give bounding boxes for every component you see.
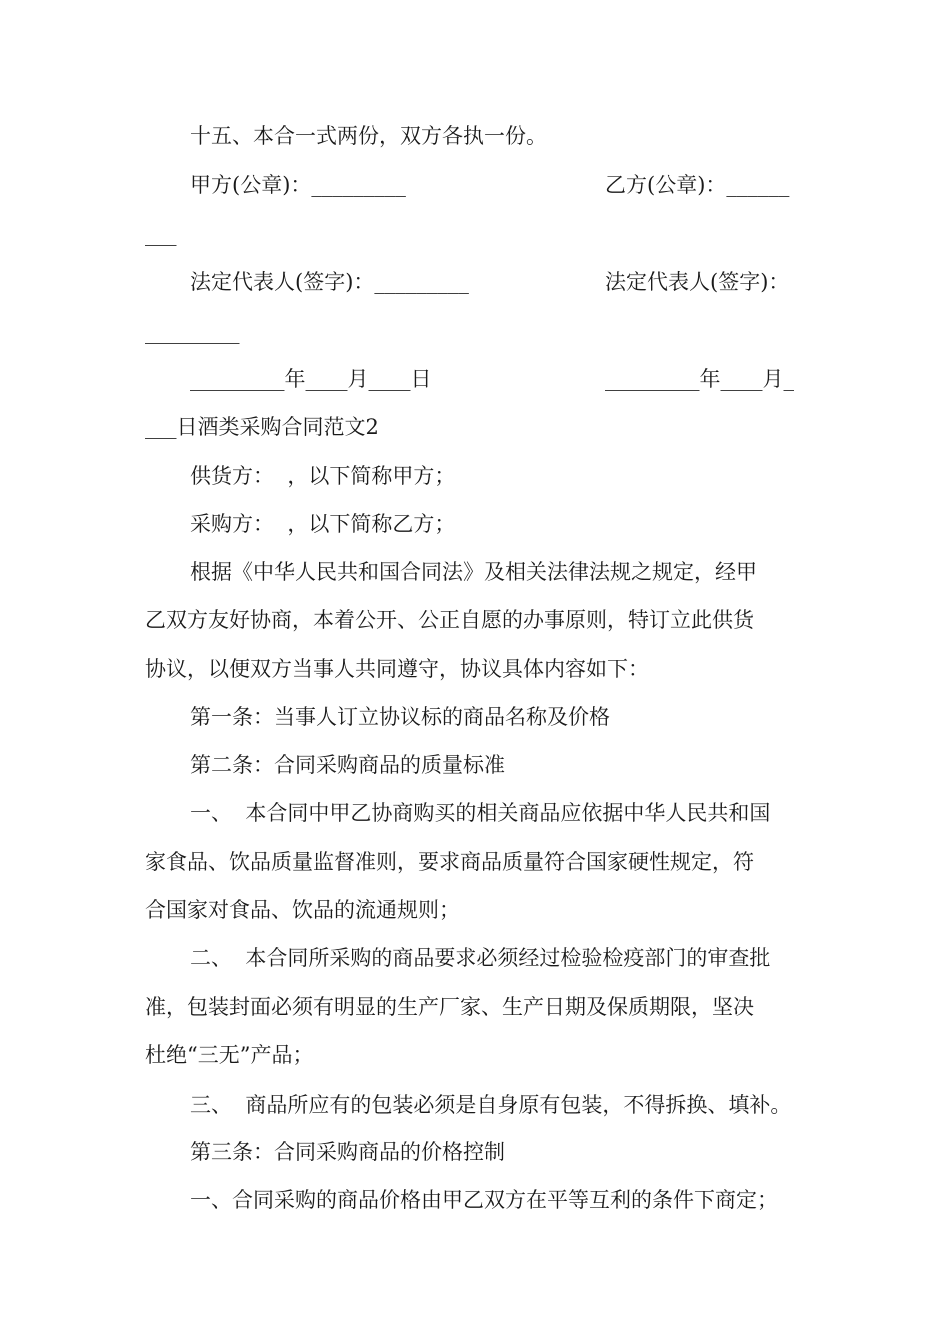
- text-line: 合国家对食品、饮品的流通规则；: [145, 898, 460, 922]
- section-title: ___日酒类采购合同范文2: [145, 415, 379, 439]
- text-line: _________年____月____日: [190, 367, 432, 391]
- text-line: 家食品、饮品质量监督准则，要求商品质量符合国家硬性规定，符: [145, 850, 754, 874]
- text-line: 甲方(公章)：_________: [190, 173, 406, 197]
- text-line: 协议，以便双方当事人共同遵守，协议具体内容如下：: [145, 657, 649, 681]
- text-line: 一、 本合同中甲乙协商购买的相关商品应依据中华人民共和国: [190, 801, 771, 825]
- text-line: 三、 商品所应有的包装必须是自身原有包装，不得拆换、填补。: [190, 1093, 792, 1117]
- text-line: 准，包装封面必须有明显的生产厂家、生产日期及保质期限，坚决: [145, 995, 754, 1019]
- text-line: _________年____月_: [605, 367, 794, 391]
- article-heading: 第二条：合同采购商品的质量标准: [190, 753, 505, 777]
- text-line: 一、合同采购的商品价格由甲乙双方在平等互利的条件下商定；: [190, 1188, 778, 1212]
- article-heading: 第一条：当事人订立协议标的商品名称及价格: [190, 705, 610, 729]
- text-line: 法定代表人(签字)：_________: [190, 270, 469, 294]
- text-line: 杜绝“三无”产品；: [145, 1043, 314, 1067]
- text-line: 十五、本合一式两份，双方各执一份。: [190, 124, 547, 148]
- text-line: ___: [145, 222, 177, 246]
- text-line: 供货方： ，以下简称甲方；: [190, 464, 456, 488]
- article-heading: 第三条：合同采购商品的价格控制: [190, 1140, 505, 1164]
- text-line: 乙方(公章)：______: [605, 173, 790, 197]
- text-line: 法定代表人(签字)：: [605, 270, 790, 294]
- text-line: 乙双方友好协商，本着公开、公正自愿的办事原则，特订立此供货: [145, 608, 754, 632]
- text-line: 根据《中华人民共和国合同法》及相关法律法规之规定，经甲: [190, 560, 757, 584]
- text-line: 采购方： ，以下简称乙方；: [190, 512, 456, 536]
- text-line: 二、 本合同所采购的商品要求必须经过检验检疫部门的审查批: [190, 946, 771, 970]
- text-line: _________: [145, 320, 240, 344]
